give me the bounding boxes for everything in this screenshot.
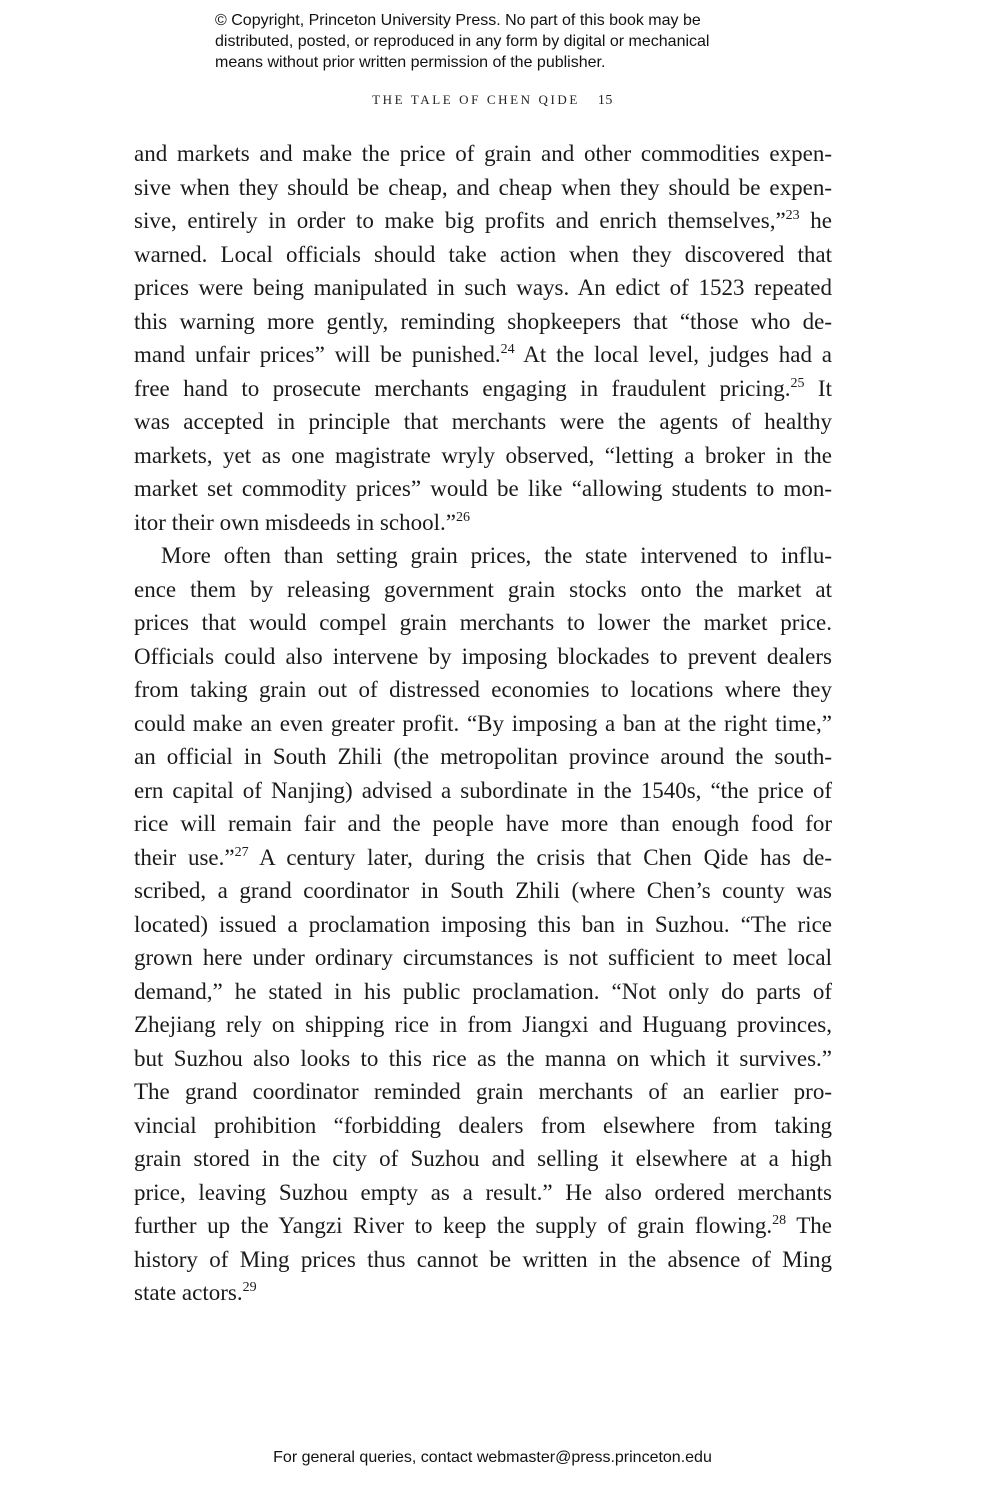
footnote-ref[interactable]: 24 (500, 342, 515, 357)
footnote-ref[interactable]: 26 (455, 509, 470, 525)
text-line: grain stored in the city of Suzhou and selling it elsewhere at a high (134, 1146, 832, 1171)
text-line: vincial prohibition “forbidding dealers from elsewhere from taking (134, 1112, 832, 1138)
text-line: grown here under ordinary circumstances is not sufficient to meet local (134, 945, 832, 970)
text-line: history of Ming prices thus cannot be written in the absence of Ming (134, 1246, 832, 1272)
text-line: markets, yet as one magistrate wryly observed, “letting a broker in the (134, 442, 832, 468)
text-line: warned. Local officials should take action when they discovered that (134, 241, 832, 267)
text-line: mand unfair prices” will be punished.$^{24}$ At the local level, judges had a (134, 342, 832, 367)
text-line: More often than setting grain prices, the state intervened to influ- (161, 543, 832, 568)
text-line: state actors.$^{29}$ (134, 1280, 257, 1305)
text-line: this warning more gently, reminding shopkeepers that “those who de- (134, 308, 832, 334)
text-line: sive when they should be cheap, and cheap when they should be expen- (134, 174, 832, 200)
copyright-notice (215, 10, 815, 73)
footnote-ref[interactable]: 25 (790, 375, 805, 391)
text-line: but Suzhou also looks to this rice as the manna on which it survives.” (134, 1045, 832, 1071)
running-head-title: THE TALE OF CHEN QIDE (372, 92, 580, 107)
text-line: further up the Yangzi River to keep the supply of grain flowing.$^{28}$ The (134, 1213, 833, 1238)
text-line: Officials could also intervene by imposing blockades to prevent dealers (134, 643, 832, 669)
footnote-ref[interactable]: 27 (234, 844, 249, 860)
text-line: itor their own misdeeds in school.”$^{26}$ (134, 509, 470, 535)
text-line: ern capital of Nanjing) advised a subordinate in the 1540s, “the price of (134, 777, 832, 803)
text-line: an official in South Zhili (the metropolitan province around the south- (134, 744, 832, 769)
text-line: could make an even greater profit. “By imposing a ban at the right time,” (134, 710, 832, 736)
text-line: scribed, a grand coordinator in South Zhili (where Chen’s county was (134, 878, 832, 903)
copyright-line: means without prior written permission of the publisher. (215, 54, 606, 71)
text-line: sive, entirely in order to make big profits and enrich themselves,”$^{23}$ he (134, 208, 832, 233)
text-line: free hand to prosecute merchants engaging in fraudulent pricing.$^{25}$ It (134, 375, 832, 401)
text-line: demand,” he stated in his public proclamation. “Not only do parts of (134, 978, 832, 1004)
running-head (0, 92, 985, 109)
footnote-ref[interactable]: 28 (772, 1213, 787, 1228)
text-line: and markets and make the price of grain and other commodities expen- (134, 141, 832, 166)
text-line: their use.”$^{27}$ A century later, during the crisis that Chen Qide has de- (134, 844, 832, 870)
text-line: located) issued a proclamation imposing this ban in Suzhou. “The rice (134, 911, 832, 937)
text-line: price, leaving Suzhou empty as a result.” He also ordered merchants (134, 1179, 832, 1205)
page-number: 15 (597, 93, 613, 108)
text-line: The grand coordinator reminded grain merchants of an earlier pro- (134, 1079, 832, 1104)
text-line: rice will remain fair and the people have more than enough food for (134, 811, 832, 836)
text-line: from taking grain out of distressed economies to locations where they (134, 677, 832, 702)
text-line: market set commodity prices” would be like “allowing students to mon- (134, 476, 832, 501)
text-line: prices that would compel grain merchants to lower the market price. (134, 610, 832, 635)
text-line: ence them by releasing government grain stocks onto the market at (134, 576, 832, 602)
text-line: Zhejiang rely on shipping rice in from Jiangxi and Huguang provinces, (134, 1012, 832, 1037)
body-text (134, 137, 832, 1310)
text-line: prices were being manipulated in such ways. An edict of 1523 repeated (134, 275, 832, 300)
footnote-ref[interactable]: 29 (242, 1280, 257, 1295)
footer-contact: For general queries, contact webmaster@press.princeton.edu (273, 1449, 712, 1466)
footnote-ref[interactable]: 23 (785, 208, 800, 223)
text-line: was accepted in principle that merchants were the agents of healthy (134, 409, 832, 434)
copyright-line: distributed, posted, or reproduced in any form by digital or mechanical (215, 33, 710, 50)
copyright-line: © Copyright, Princeton University Press. No part of this book may be (215, 12, 701, 29)
